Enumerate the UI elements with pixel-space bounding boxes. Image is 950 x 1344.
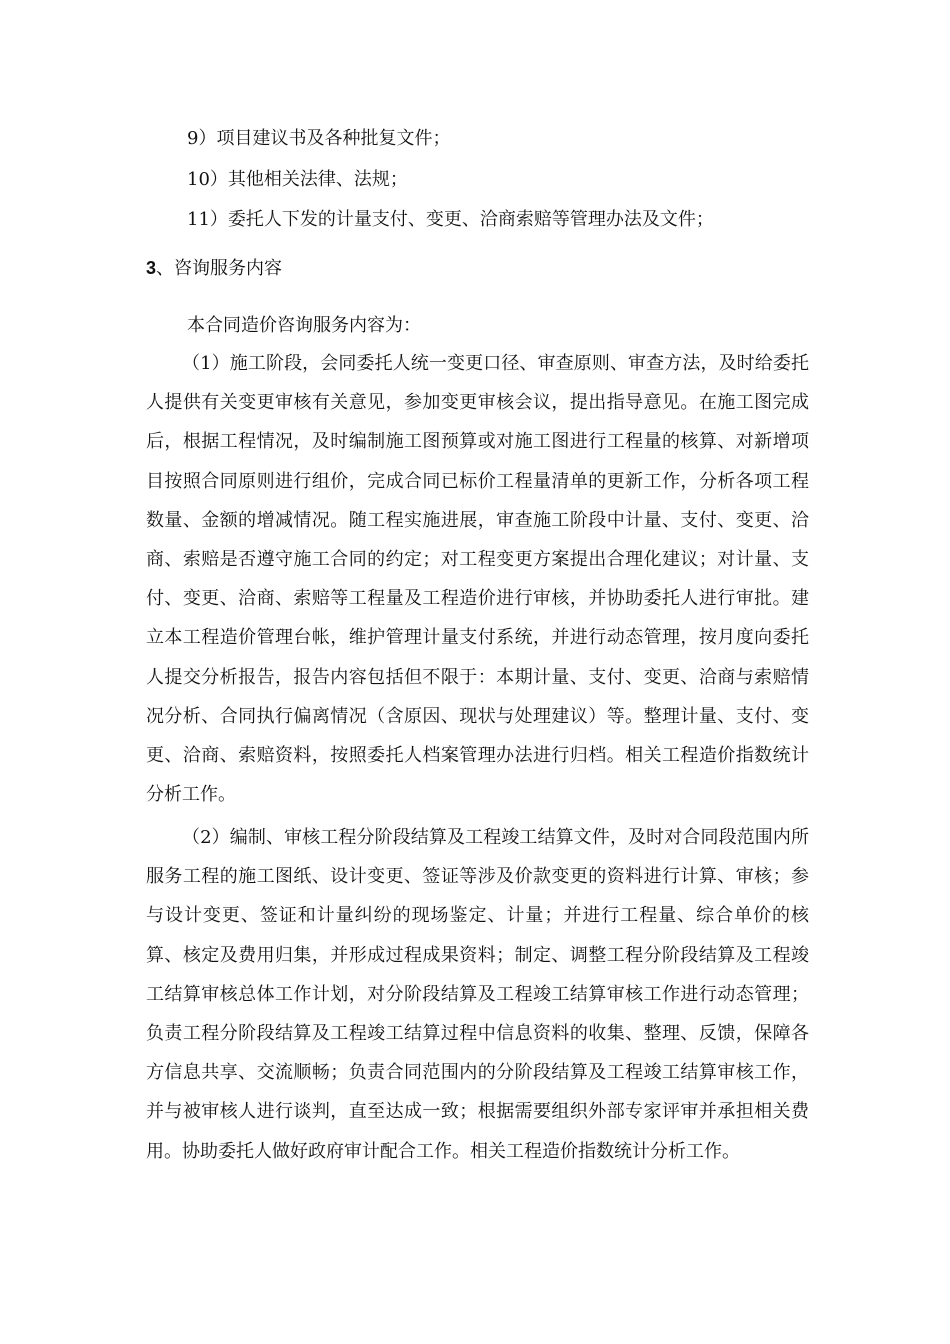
section-heading	[146, 256, 282, 281]
section-title: 、咨询服务内容	[156, 258, 283, 279]
section-number: 3	[146, 258, 157, 278]
list-item-9: 9）项目建议书及各种批复文件；	[187, 128, 451, 149]
paragraph-construction-stage: （1）施工阶段，会同委托人统一变更口径、审查原则、审查方法，及时给委托人提供有关变更审核有关意见，参加变更审核会议，提出指导意见。在施工图完成后，根据工程情况，及时编制施工图预算或对施工图进行工程量的核算、对新增项目按照合同原则进行组价，完成合同已标价工程量清单的更新工作，分析各项工程数量、金额的增减情况。随工程实施进展，审查施工阶段中计量、支付、变更、洽商、索赔是否遵守施工合同的约定；对工程变更方案提出合理化建议；对计量、支付、变更、洽商、索赔等工程量及工程造价进行审核，并协助委托人进行审批。建立本工程造价管理台帐，维护管理计量支付系统，并进行动态管理，按月度向委托人提交分析报告，报告内容包括但不限于：本期计量、支付、变更、洽商与索赔情况分析、合同执行偏离情况（含原因、现状与处理建议）等。整理计量、支付、变更、洽商、索赔资料，按照委托人档案管理办法进行归档。相关工程造价指数统计分析工作。	[146, 353, 809, 806]
paragraph-settlement: （2）编制、审核工程分阶段结算及工程竣工结算文件，及时对合同段范围内所服务工程的施工图纸、设计变更、签证等涉及价款变更的资料进行计算、审核；参与设计变更、签证和计量纠纷的现场鉴定、计量；并进行工程量、综合单价的核算、核定及费用归集，并形成过程成果资料；制定、调整工程分阶段结算及工程竣工结算审核总体工作计划，对分阶段结算及工程竣工结算审核工作进行动态管理；负责工程分阶段结算及工程竣工结算过程中信息资料的收集、整理、反馈，保障各方信息共享、交流顺畅；负责合同范围内的分阶段结算及工程竣工结算审核工作，并与被审核人进行谈判，直至达成一致；根据需要组织外部专家评审并承担相关费用。协助委托人做好政府审计配合工作。相关工程造价指数统计分析工作。	[146, 827, 809, 1162]
list-item-11: 11）委托人下发的计量支付、变更、洽商索赔等管理办法及文件；	[187, 209, 714, 230]
list-item-10: 10）其他相关法律、法规；	[187, 169, 408, 190]
intro-text: 本合同造价咨询服务内容为：	[187, 315, 421, 336]
